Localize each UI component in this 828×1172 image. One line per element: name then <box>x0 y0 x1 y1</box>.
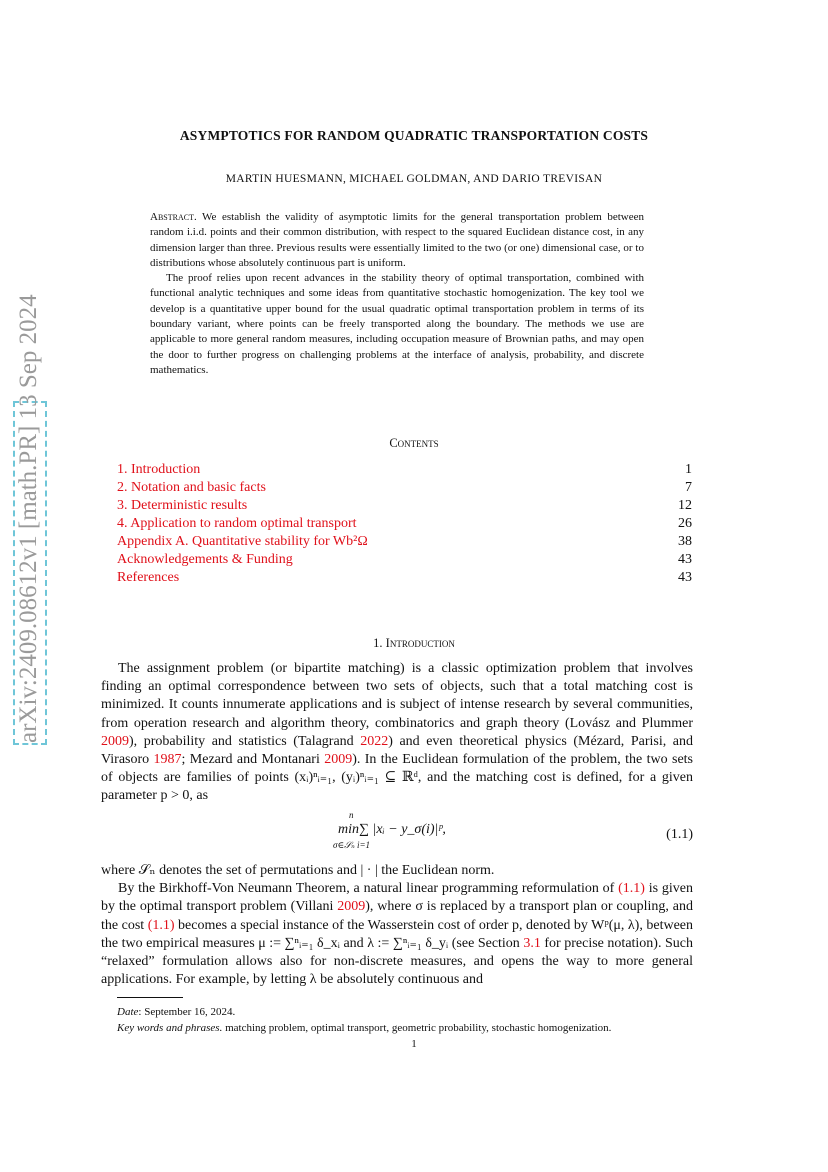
abstract-label: Abstract. <box>150 211 197 223</box>
footnotes <box>117 1004 717 1036</box>
text-run: By the Birkhoff-Von Neumann Theorem, a natural linear programming reformulation of <box>118 881 619 897</box>
paragraph <box>101 880 693 989</box>
text-run: ), where σ is replaced by a transport plan or coupling, and the cost <box>101 899 693 933</box>
text-run: ). In the Euclidean formulation of the problem, the two sets of objects are families of points (xᵢ)ⁿᵢ₌₁, (yᵢ)ⁿᵢ₌₁ ⊆ ℝᵈ, and the matching cost is defined, for a given parameter p > 0, as <box>101 752 693 804</box>
equation-link[interactable]: (1.1) <box>618 881 645 897</box>
toc-page: 12 <box>678 498 692 513</box>
arxiv-identifier: arXiv:2409.08612v1 [math.PR] 13 Sep 2024 <box>13 401 47 745</box>
paragraph: where 𝒮ₙ denotes the set of permutations and | · | the Euclidean norm. <box>101 863 495 878</box>
equation-sum-upper: n <box>349 810 354 820</box>
equation-sum-lower: σ∈𝒮ₙ i=1 <box>333 840 371 850</box>
toc-entry-references[interactable] <box>117 569 692 587</box>
footnote-date <box>117 1004 717 1020</box>
abstract <box>150 210 644 378</box>
text-run: for precise notation). Such “relaxed” formulation allows also for non-discrete measures, and opens the way to more general applications. For example, by letting λ be absolutely continuous and <box>101 935 694 988</box>
toc-entry-deterministic[interactable] <box>117 497 692 515</box>
abstract-paragraph-2: The proof relies upon recent advances in the stability theory of optimal transportation, combined with functional analytic techniques and some ideas from quantitative stochastic homogenization. The key tool we develop is a quantitative upper bound for the usual quadratic optimal transportation problem in terms of its boundary variant, where points can be freely transported along the boundary. The methods we use are applicable to more general random measures, including occupation measure of Brownian paths, and may open the door to further progress on challenging problems at the interface of analysis, probability, and discrete mathematics. <box>150 272 644 376</box>
text-run: The assignment problem (or bipartite matching) is a classic optimization problem that involves finding an optimal correspondence between two sets of objects, such that a total matching cost is minimized. It counts innumerate applications and is subject of intense research by several communities, from operation research and algorithm theory, combinatorics and graph theory (Lovász and Plummer <box>101 661 693 731</box>
toc-label[interactable]: References <box>117 570 180 585</box>
toc-page: 1 <box>685 462 692 477</box>
citation-link[interactable]: 2009 <box>337 899 366 915</box>
footnote-keywords-value: matching problem, optimal transport, geometric probability, stochastic homogenization. <box>222 1022 612 1034</box>
citation-link[interactable]: 1987 <box>153 752 182 768</box>
citation-link[interactable]: 2022 <box>360 733 389 749</box>
toc-label[interactable]: Acknowledgements & Funding <box>117 552 293 567</box>
introduction-paragraphs-2 <box>101 862 693 989</box>
footnote-keywords <box>117 1020 717 1036</box>
toc-label[interactable]: 4. Application to random optimal transport <box>117 516 357 531</box>
paper-authors: MARTIN HUESMANN, MICHAEL GOLDMAN, AND DARIO TREVISAN <box>225 173 603 185</box>
equation-link[interactable]: (1.1) <box>147 917 175 933</box>
footnote-date-value: : September 16, 2024. <box>138 1006 236 1018</box>
text-run: ; Mezard and Montanari <box>181 752 325 768</box>
section-heading-introduction: 1. Introduction <box>373 636 455 650</box>
toc-label[interactable]: 2. Notation and basic facts <box>117 480 266 495</box>
paper-title: ASYMPTOTICS FOR RANDOM QUADRATIC TRANSPORTATION COSTS <box>179 128 649 143</box>
abstract-text-1: We establish the validity of asymptotic limits for the general transportation problem between random i.i.d. points and their common distribution, with respect to the squared Euclidean distance cost, in any dimension larger than three. Previous results were essentially limited to the two (or one) dimensional case, or to distributions whose absolutely continuous part is uniform. <box>150 211 644 269</box>
table-of-contents <box>117 461 692 587</box>
page-number: 1 <box>411 1038 417 1050</box>
equation-number: (1.1) <box>666 827 693 842</box>
equation-body: min∑ |xᵢ − y_σ(i)|ᵖ, <box>338 822 446 837</box>
citation-link[interactable]: 2009 <box>101 733 129 749</box>
text-run: ), probability and statistics (Talagrand <box>129 733 361 749</box>
footnote-rule <box>117 997 183 998</box>
equation-1-1 <box>101 812 693 856</box>
toc-label[interactable]: 1. Introduction <box>117 462 201 477</box>
text-run: becomes a special instance of the Wasserstein cost of order p, denoted by Wᵖ(μ, λ), between the two empirical measures μ := ∑ⁿᵢ₌₁ δ_xᵢ and λ := ∑ⁿᵢ₌₁ δ_yᵢ (see Section <box>101 917 694 951</box>
toc-entry-application[interactable] <box>117 515 692 533</box>
toc-page: 43 <box>678 552 692 567</box>
toc-entry-appendix-a[interactable] <box>117 533 692 551</box>
toc-entry-notation[interactable] <box>117 479 692 497</box>
introduction-paragraph-1 <box>101 660 693 806</box>
paragraph <box>101 660 693 806</box>
contents-heading: Contents <box>389 436 439 450</box>
citation-link[interactable]: 2009 <box>324 752 353 768</box>
abstract-paragraph-1 <box>150 210 644 271</box>
toc-page: 7 <box>685 480 692 495</box>
footnote-date-label: Date <box>117 1006 139 1018</box>
text-run: is given by the optimal transport problem (Villani <box>101 881 693 915</box>
toc-entry-introduction[interactable] <box>117 461 692 479</box>
footnote-keywords-label: Key words and phrases. <box>117 1022 223 1034</box>
toc-page: 38 <box>678 534 692 549</box>
text-run: ) and even theoretical physics (Mézard, Parisi, and Virasoro <box>101 733 693 768</box>
toc-label[interactable]: Appendix A. Quantitative stability for Wb²Ω <box>117 534 368 549</box>
toc-page: 43 <box>678 570 692 585</box>
section-link[interactable]: 3.1 <box>523 935 541 951</box>
toc-entry-acknowledgements[interactable] <box>117 551 692 569</box>
toc-label[interactable]: 3. Deterministic results <box>117 498 248 513</box>
toc-page: 26 <box>678 516 692 531</box>
